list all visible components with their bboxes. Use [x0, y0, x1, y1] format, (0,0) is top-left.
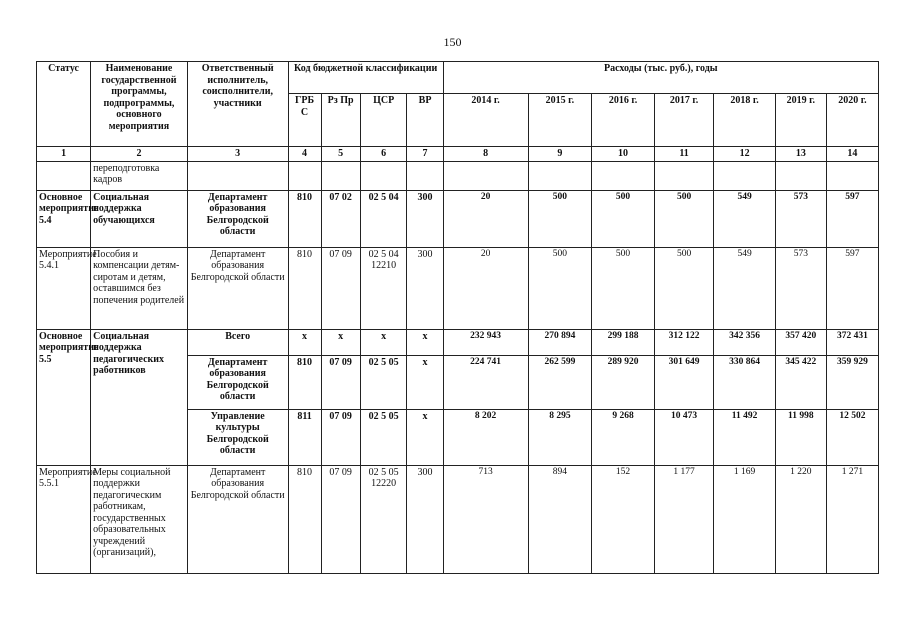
- row-status: Основное мероприятие 5.4: [37, 190, 91, 247]
- column-number: 13: [775, 147, 826, 162]
- row-value-2019: 1 220: [775, 465, 826, 573]
- header-year-2017: 2017 г.: [654, 94, 713, 147]
- row-value-2017: 10 473: [654, 409, 713, 465]
- row-csr: 02 5 05 12220: [360, 465, 407, 573]
- row-status: Мероприятие 5.5.1: [37, 465, 91, 573]
- row-value-2018: 11 492: [714, 409, 776, 465]
- table-row: [37, 247, 879, 329]
- header-year-2020: 2020 г.: [826, 94, 878, 147]
- table-row: [37, 329, 879, 355]
- row-csr: 02 5 04: [360, 190, 407, 247]
- row-vr: 300: [407, 465, 443, 573]
- row-value-2018: 1 169: [714, 465, 776, 573]
- row-value-2018: 549: [714, 247, 776, 329]
- row-value-2019: 11 998: [775, 409, 826, 465]
- row-value-2014: 20: [443, 190, 528, 247]
- page-number: 150: [443, 35, 462, 49]
- row-value-2014: 8 202: [443, 409, 528, 465]
- header-year-2018: 2018 г.: [714, 94, 776, 147]
- row-value-2016: 9 268: [592, 409, 655, 465]
- column-number: 14: [826, 147, 878, 162]
- row-value-2017: 301 649: [654, 355, 713, 409]
- row-csr: х: [360, 329, 407, 355]
- row-rzpr: 07 02: [321, 190, 360, 247]
- budget-table: [36, 61, 879, 574]
- header-vr: ВР: [407, 94, 443, 147]
- row-value-2018: 330 864: [714, 355, 776, 409]
- column-number: 10: [592, 147, 655, 162]
- header-status: Статус: [37, 62, 91, 147]
- column-number-row: [37, 147, 879, 162]
- row-csr: 02 5 05: [360, 409, 407, 465]
- row-value-2018: 549: [714, 190, 776, 247]
- row-value-2017: 500: [654, 190, 713, 247]
- header-year-2015: 2015 г.: [528, 94, 592, 147]
- row-name: Социальная поддержка педагогических работников: [91, 329, 188, 465]
- column-number: 2: [91, 147, 188, 162]
- header-year-2019: 2019 г.: [775, 94, 826, 147]
- column-number: 11: [654, 147, 713, 162]
- row-status: Основное мероприятие 5.5: [37, 329, 91, 465]
- table-row: [37, 465, 879, 573]
- header-grbs: ГРБ С: [288, 94, 321, 147]
- row-value-2016: 500: [592, 247, 655, 329]
- row-name: Меры социальной поддержки педагогическим работникам, государственных образовательных учреждений (организаций),: [91, 465, 188, 573]
- row-grbs: 810: [288, 465, 321, 573]
- column-number: 8: [443, 147, 528, 162]
- row-value-2020: 597: [826, 247, 878, 329]
- row-status: Мероприятие 5.4.1: [37, 247, 91, 329]
- row-value-2020: 372 431: [826, 329, 878, 355]
- row-value-2015: 500: [528, 247, 592, 329]
- row-grbs: 810: [288, 247, 321, 329]
- row-grbs: 810: [288, 355, 321, 409]
- row-executor: Департамент образования Белгородской области: [187, 465, 288, 573]
- column-number: 12: [714, 147, 776, 162]
- row-value-2020: 597: [826, 190, 878, 247]
- row-executor: Управление культуры Белгородской области: [187, 409, 288, 465]
- row-value-2015: 270 894: [528, 329, 592, 355]
- column-number: 3: [187, 147, 288, 162]
- header-expenses-group: Расходы (тыс. руб.), годы: [443, 62, 878, 94]
- row-value-2015: 894: [528, 465, 592, 573]
- header-csr: ЦСР: [360, 94, 407, 147]
- column-number: 7: [407, 147, 443, 162]
- row-vr: 300: [407, 247, 443, 329]
- row-rzpr: 07 09: [321, 247, 360, 329]
- row-value-2017: 500: [654, 247, 713, 329]
- row-executor: Всего: [187, 329, 288, 355]
- column-number: 6: [360, 147, 407, 162]
- row-value-2019: 573: [775, 247, 826, 329]
- row-value-2015: 8 295: [528, 409, 592, 465]
- table-row: [37, 161, 879, 190]
- row-value-2019: 345 422: [775, 355, 826, 409]
- header-code-group: Код бюджетной классификации: [288, 62, 443, 94]
- row-value-2020: 1 271: [826, 465, 878, 573]
- row-value-2017: 312 122: [654, 329, 713, 355]
- row-value-2018: 342 356: [714, 329, 776, 355]
- row-value-2019: 573: [775, 190, 826, 247]
- row-name: Социальная поддержка обучающихся: [91, 190, 188, 247]
- row-name: Пособия и компенсации детям-сиротам и детям, оставшимся без попечения родителей: [91, 247, 188, 329]
- column-number: 5: [321, 147, 360, 162]
- header-name: Наименование государственной программы, подпрограммы, основного мероприятия: [91, 62, 188, 147]
- column-number: 4: [288, 147, 321, 162]
- row-value-2016: 299 188: [592, 329, 655, 355]
- row-csr: 02 5 04 12210: [360, 247, 407, 329]
- row-value-2015: 500: [528, 190, 592, 247]
- row-value-2016: 500: [592, 190, 655, 247]
- row-value-2014: 20: [443, 247, 528, 329]
- row-executor: Департамент образования Белгородской области: [187, 355, 288, 409]
- row-vr: х: [407, 329, 443, 355]
- row-executor: Департамент образования Белгородской области: [187, 190, 288, 247]
- continued-name: переподготовка кадров: [91, 161, 188, 190]
- row-value-2015: 262 599: [528, 355, 592, 409]
- row-rzpr: 07 09: [321, 409, 360, 465]
- header-rzpr: Рз Пр: [321, 94, 360, 147]
- row-value-2016: 152: [592, 465, 655, 573]
- row-value-2020: 359 929: [826, 355, 878, 409]
- row-grbs: 811: [288, 409, 321, 465]
- header-year-2014: 2014 г.: [443, 94, 528, 147]
- header-year-2016: 2016 г.: [592, 94, 655, 147]
- row-rzpr: 07 09: [321, 465, 360, 573]
- row-grbs: 810: [288, 190, 321, 247]
- row-csr: 02 5 05: [360, 355, 407, 409]
- row-value-2014: 224 741: [443, 355, 528, 409]
- row-grbs: х: [288, 329, 321, 355]
- table-row: [37, 190, 879, 247]
- row-executor: Департамент образования Белгородской области: [187, 247, 288, 329]
- row-vr: х: [407, 409, 443, 465]
- row-value-2014: 713: [443, 465, 528, 573]
- row-vr: 300: [407, 190, 443, 247]
- row-value-2020: 12 502: [826, 409, 878, 465]
- row-vr: х: [407, 355, 443, 409]
- column-number: 9: [528, 147, 592, 162]
- header-executor: Ответственный исполнитель, соисполнители, участники: [187, 62, 288, 147]
- row-value-2016: 289 920: [592, 355, 655, 409]
- row-rzpr: х: [321, 329, 360, 355]
- row-rzpr: 07 09: [321, 355, 360, 409]
- row-value-2017: 1 177: [654, 465, 713, 573]
- row-value-2019: 357 420: [775, 329, 826, 355]
- row-value-2014: 232 943: [443, 329, 528, 355]
- column-number: 1: [37, 147, 91, 162]
